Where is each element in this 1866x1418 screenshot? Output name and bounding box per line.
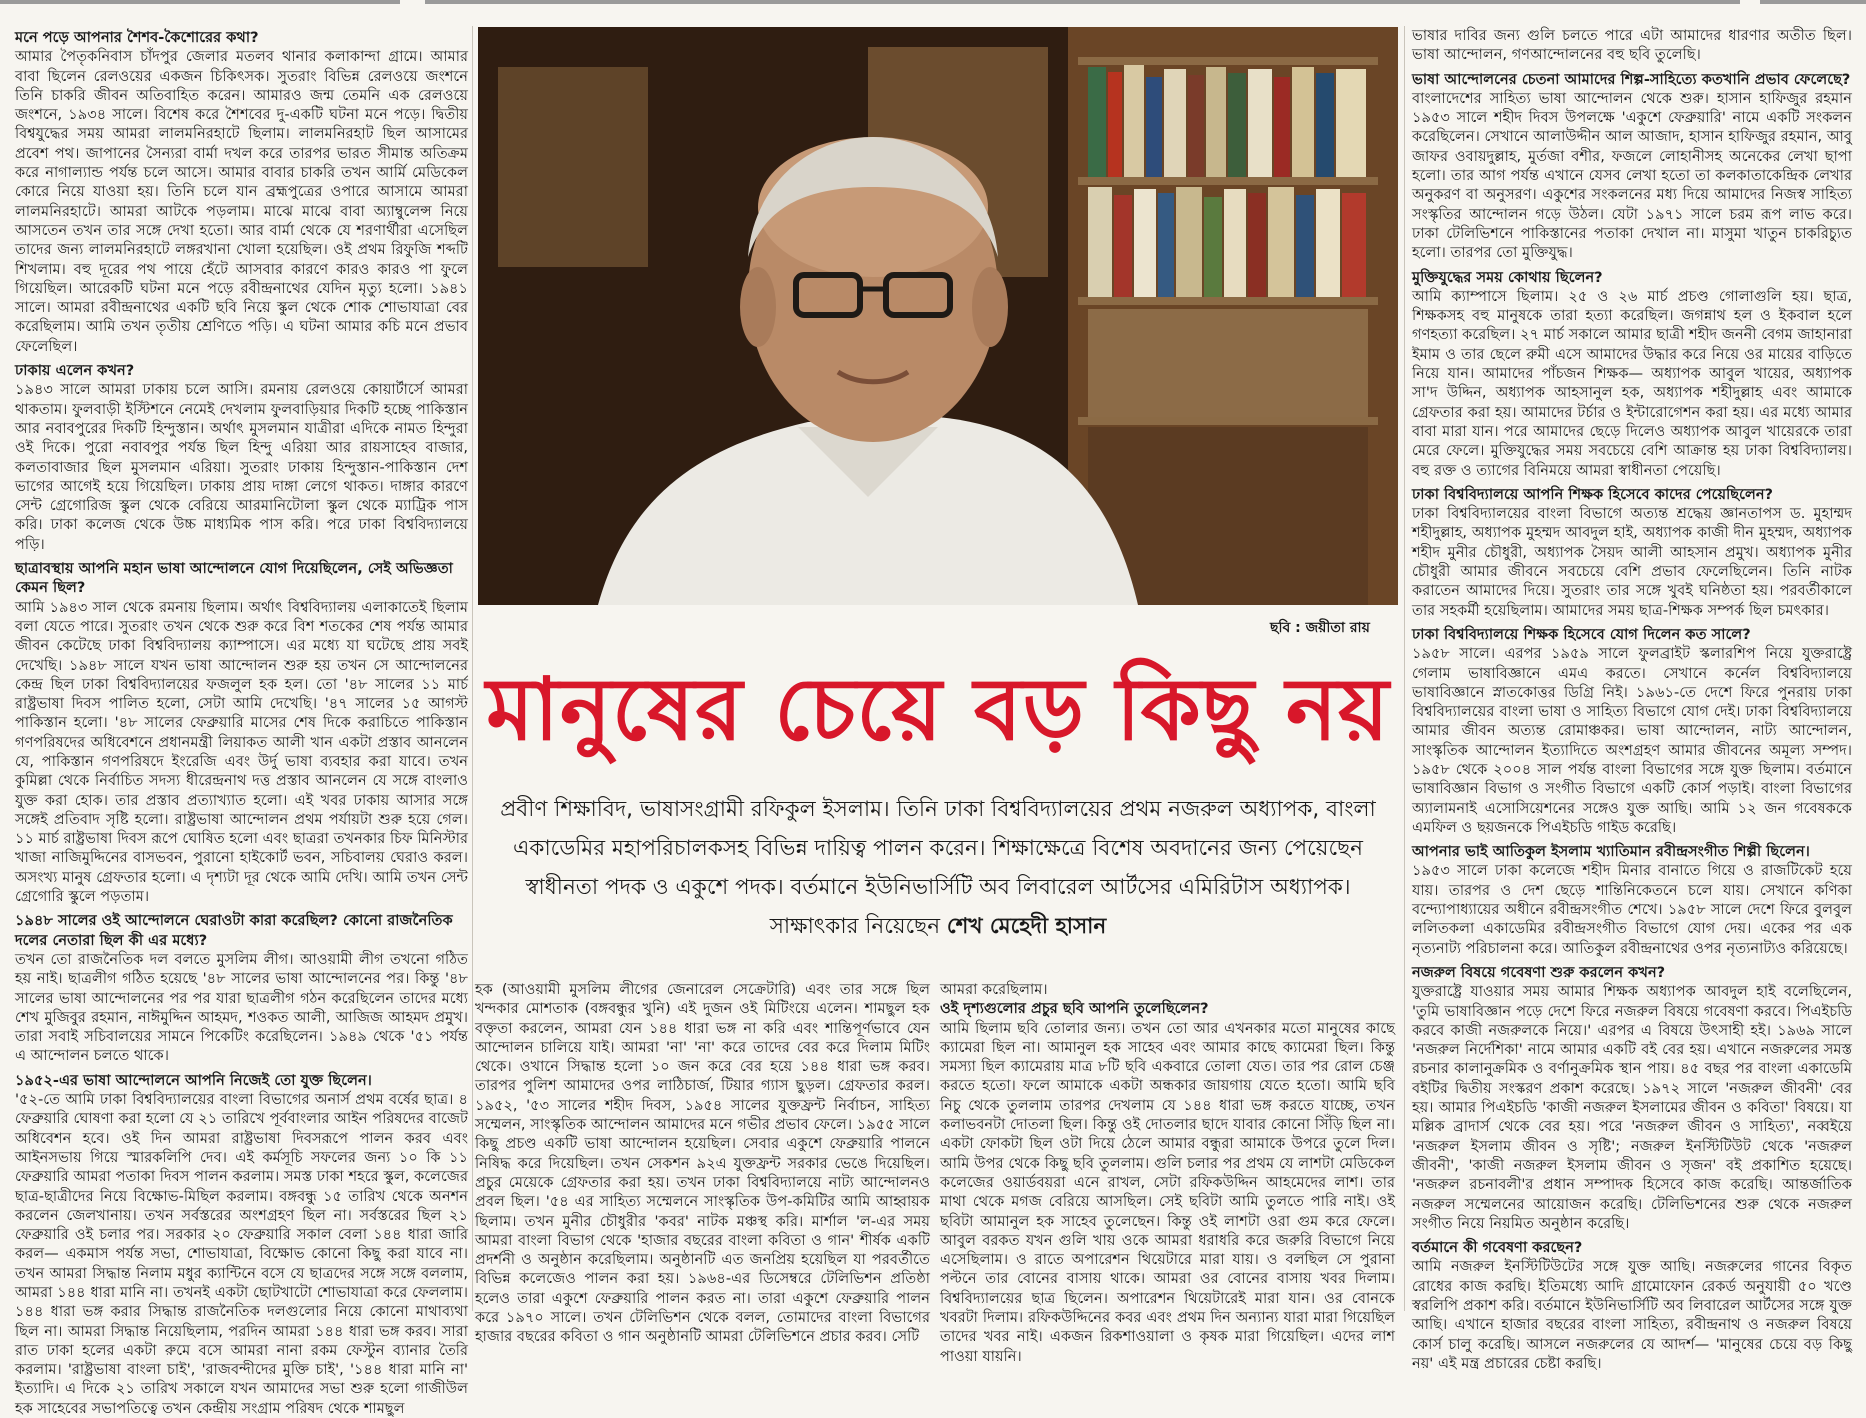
interviewer-name: শেখ মেহেদী হাসান [946,914,1107,939]
answer: আমার পৈতৃকনিবাস চাঁদপুর জেলার মতলব থানার কলাকান্দা গ্রামে। আমার বাবা ছিলেন রেলওয়ের একজন চিকিৎসক। সুতরাং বিভিন্ন রেলওয়ে জংশনে তিনি চাকরি জীবন অতিবাহিত করেন। আমারও জন্ম তেমনি এক রেলওয়ে জংশনে, ১৯৩৪ সালে। বিশেষ করে শৈশবের দু-একটি ঘটনা মনে পড়ে। দ্বিতীয় বিশ্বযুদ্ধের সময় আমরা লালমনিরহাটে ছিলাম। লালমনিরহাট ছিল আসামের প্রবেশ পথ। জাপানের সৈন্যরা বার্মা দখল করে তারপর ভারত সীমান্ত অতিক্রম করে নাগাল্যান্ড পর্যন্ত চলে আসে। আমার বাবার চাকরি তখন আর্মি মেডিকেল কোরে নিয়ে যাওয়া হয়। তিনি চলে যান ব্রহ্মপুত্রের ওপারে আসামে আমরা লালমনিরহাটে। আমরা আটকে পড়লাম। মাঝে মাঝে বাবা অ্যাম্বুলেন্স নিয়ে আসতেন তখন তার সঙ্গে দেখা হতো। আর বার্মা থেকে যে শরণার্থীরা এসেছিল তাদের জন্য লালমনিরহাটে লঙ্গরখানা খোলা হয়েছিল। ওই প্রথম রিফুজি শব্দটি শিখলাম। বহু দূরের পথ পায়ে হেঁটে আসবার কারণে কারও কারও পা ফুলে গিয়েছিল। আরেকটি ঘটনা মনে পড়ে রবীন্দ্রনাথের যেদিন মৃত্যু হলো। ১৯৪১ সালে। আমরা রবীন্দ্রনাথের একটি ছবি নিয়ে স্কুল থেকে শোক শোভাযাত্রা বের করেছিলাম। আমি তখন তৃতীয় শ্রেণিতে পড়ি। এ ঘটনা আমার কচি মনে প্রভাব ফেলেছিল। [15,48,468,355]
question: ওই দৃশ্যগুলোর প্রচুর ছবি আপনি তুলেছিলেন? [940,1000,1209,1018]
article-column-3 [940,980,1395,1365]
answer: তখন তো রাজনৈতিক দল বলতে মুসলিম লীগ। আওয়ামী লীগ তখনো গঠিত হয় নাই। ছাত্রলীগ গঠিত হয়েছে '৪৮ সালের ভাষা আন্দোলনের পর। কিন্তু '৪৮ সালের ভাষা আন্দোলনের পর পর যারা ছাত্রলীগ গঠন করেছিলেন তাদের মধ্যে শেখ মুজিবুর রহমান, নাঈমুদ্দিন আহমদ, শওকত আলী, আজিজ আহমদ প্রমুখ। তারা সবাই সচিবালয়ের সামনে পিকেটিং করেছিলেন। ১৯৪৯ থেকে '৫১ পর্যন্ত এ আন্দোলন চলতে থাকে। [15,950,468,1065]
answer: হক (আওয়ামী মুসলিম লীগের জেনারেল সেক্রেটারি) এবং তার সঙ্গে ছিল খন্দকার মোশতাক (বঙ্গবন্ধুর খুনি) এই দুজন ওই মিটিংয়ে এলেন। শামছুল হক বক্তৃতা করলেন, আমরা যেন ১৪৪ ধারা ভঙ্গ না করি এবং শান্তিপূর্ণভাবে যেন আন্দোলন চালিয়ে যাই। আমরা 'না' 'না' করে তাদের বের করে দিলাম মিটিং থেকে। ওখানে সিদ্ধান্ত হলো ১০ জন করে বের হয়ে ১৪৪ ধারা ভঙ্গ করব। তারপর পুলিশ আমাদের ওপর লাঠিচার্জ, টিয়ার গ্যাস ছুড়ল। গ্রেফতার করল। ১৯৫২, '৫৩ সালের শহীদ দিবস, ১৯৫৪ সালের যুক্তফ্রন্ট নির্বাচন, সাহিত্য সম্মেলন, সাংস্কৃতিক আন্দোলন আমাদের মনে গভীর প্রভাব ফেলে। ১৯৫৫ সালে কিছু প্রচণ্ড একটি ভাষা আন্দোলন হয়েছিল। সেবার একুশে ফেব্রুয়ারি পালনে নিষিদ্ধ করে দিয়েছিল। তখন সেকশন ৯২এ যুক্তফ্রন্ট সরকার ভেঙে দিয়েছিল। প্রচুর মেয়েকে গ্রেফতার করা হয়। তখন ঢাকা বিশ্ববিদ্যালয়ে নাট্য আন্দোলনও প্রবল ছিল। '৫৪ এর সাহিত্য সম্মেলনে সাংস্কৃতিক উপ-কমিটির আমি আহ্বায়ক ছিলাম। তখন মুনীর চৌধুরীর 'কবর' নাটক মঞ্চস্থ করি। মার্শাল 'ল-এর সময় আমরা বাংলা বিভাগ থেকে 'হাজার বছরের বাংলা কবিতা ও গান' শীর্ষক একটি প্রদর্শনী ও অনুষ্ঠান করেছিলাম। অনুষ্ঠানটি এত জনপ্রিয় হয়েছিল যা পরবর্তীতে বিভিন্ন কলেজেও পালন করা হয়। ১৯৬৪-এর ডিসেম্বরে টেলিভিশন প্রতিষ্ঠা হলেও তারা একুশে ফেব্রুয়ারি পালন করত না। তারা একুশে ফেব্রুয়ারি পালন করে ১৯৭০ সালে। তখন টেলিভিশন থেকে বলল, তোমাদের বাংলা বিভাগের হাজার বছরের কবিতা ও গান অনুষ্ঠানটি আমরা টেলিভিশনে প্রচার করব। সেটি [475,981,931,1346]
question: ঢাকা বিশ্ববিদ্যালয়ে শিক্ষক হিসেবে যোগ দিলেন কত সালে? [1412,625,1751,643]
answer: আমি ১৯৪৩ সাল থেকে রমনায় ছিলাম। অর্থাৎ বিশ্ববিদ্যালয় এলাকাতেই ছিলাম বলা যেতে পারে। সুতরাং তখন থেকে শুরু করে বিশ শতকের শেষ পর্যন্ত আমার জীবন কেটেছে ঢাকা বিশ্ববিদ্যালয় ক্যাম্পাসে। এর মধ্যে যা ঘটেছে প্রায় সবই দেখেছি। ১৯৪৮ সালে যখন ভাষা আন্দোলন শুরু হয় তখন সে আন্দোলনের কেন্দ্র ছিল ঢাকা বিশ্ববিদ্যালয়ের ফজলুল হক হল। তো '৪৮ সালের ১১ মার্চ রাষ্ট্রভাষা দিবস পালিত হলো, সেটা আমি দেখেছি। '৪৭ সালের ১৫ আগস্ট পাকিস্তান হলো। '৪৮ সালের ফেব্রুয়ারি মাসের শেষ দিকে করাচিতে পাকিস্তান গণপরিষদের অধিবেশনে প্রধানমন্ত্রী লিয়াকত আলী খান একটা প্রস্তাব আনলেন যে, পাকিস্তান গণপরিষদে ইংরেজি এবং উর্দু ভাষা ব্যবহার করা যাবে। তখন কুমিল্লা থেকে নির্বাচিত সদস্য ধীরেন্দ্রনাথ দত্ত প্রস্তাব আনলেন যে সঙ্গে বাংলাও যুক্ত করা হোক। তার প্রস্তাব প্রত্যাখ্যাত হলো। এই খবর ঢাকায় আসার সঙ্গে সঙ্গেই প্রতিবাদ সৃষ্টি হলো। রাষ্ট্রভাষা আন্দোলন প্রথম পর্যায়টা শুরু হয়ে গেল। ১১ মার্চ রাষ্ট্রভাষা দিবস রূপে ঘোষিত হলো এবং ছাত্ররা তখনকার চিফ মিনিস্টার খাজা নাজিমুদ্দিনের বাসভবন, পুরানো হাইকোর্ট ভবন, সচিবালয় ঘেরাও করল। অসংখ্য মানুষ গ্রেফতার হলো। এ দৃশ্যটা দূর থেকে আমি দেখি। আমি তখন সেন্ট গ্রেগোরি স্কুলে পড়তাম। [15,598,468,906]
article-column-4 [1412,26,1852,1372]
answer-continued: আমরা করেছিলাম। [940,981,1048,998]
question: মুক্তিযুদ্ধের সময় কোথায় ছিলেন? [1412,268,1603,286]
question: ছাত্রাবস্থায় আপনি মহান ভাষা আন্দোলনে যোগ দিয়েছিলেন, সেই অভিজ্ঞতা কেমন ছিল? [15,560,453,597]
photo-credit: ছবি : জয়ীতা রায় [1270,620,1370,636]
answer: '৫২-তে আমি ঢাকা বিশ্ববিদ্যালয়ের বাংলা বিভাগের অনার্স প্রথম বর্ষের ছাত্র। ৪ ফেব্রুয়ারি ঘোষণা করা হলো যে ২১ তারিখে পূর্ববাংলার আইন পরিষদের বাজেট অধিবেশন হবে। ওই দিন আমরা রাষ্ট্রভাষা দিবসরূপে পালন করব এবং আইনসভায় গিয়ে স্মারকলিপি দেব। এই কর্মসূচি সফলের জন্য ১০ কি ১১ ফেব্রুয়ারি আমরা পতাকা দিবস পালন করলাম। সমস্ত ঢাকা শহরে স্কুল, কলেজের ছাত্র-ছাত্রীদের নিয়ে বিক্ষোভ-মিছিল করলাম। বঙ্গবন্ধু ১৫ তারিখ থেকে অনশন করলেন জেলখানায়। তখন সর্বস্তরের অংশগ্রহণ ছিল না। সর্বস্তরের ছিল ২১ ফেব্রুয়ারি ওই চলার পর। সরকার ২০ ফেব্রুয়ারি সকাল বেলা ১৪৪ ধারা জারি করল— একমাস পর্যন্ত সভা, শোভাযাত্রা, বিক্ষোভ কোনো কিছু করা যাবে না। তখন আমরা সিদ্ধান্ত নিলাম মধুর ক্যান্টিনে বসে যে ছাত্রদের সঙ্গে সঙ্গে বললাম, আমরা ১৪৪ ধারা মানি না। তখনই একটা ছোটখাটো শোভাযাত্রা করে ফেললাম। ১৪৪ ধারা ভঙ্গ করার সিদ্ধান্ত রাজনৈতিক দলগুলোর নিয়ে কোনো মাথাব্যথা ছিল না। আমরা সিদ্ধান্ত নিয়েছিলাম, পরদিন আমরা ১৪৪ ধারা ভঙ্গ করব। সারা রাত ঢাকা হলের একটা রুমে বসে আমরা নানা রকম ফেস্টুন ব্যানার তৈরি করলাম। 'রাষ্ট্রভাষা বাংলা চাই', 'রাজবন্দীদের মুক্তি চাই', '১৪৪ ধারা মানি না' ইত্যাদি। এ দিকে ২১ তারিখ সকালে যখন আমাদের সভা শুরু হলো গাজীউল হক সাহেবের সভাপতিত্বে তখন কেন্দ্রীয় সংগ্রাম পরিষদ থেকে শামছুল [15,1091,468,1417]
question: ১৯৪৮ সালের ওই আন্দোলনে ঘেরাওটা কারা করেছিল? কোনো রাজনৈতিক দলের নেতারা ছিল কী এর মধ্যে? [15,912,453,949]
answer: বাংলাদেশের সাহিত্য ভাষা আন্দোলন থেকে শুরু। হাসান হাফিজুর রহমান ১৯৫৩ সালে শহীদ দিবস উপলক্ষে 'একুশে ফেব্রুয়ারি' নামে একটি সংকলন করেছিলেন। সেখানে আলাউদ্দীন আল আজাদ, হাসান হাফিজুর রহমান, আবু জাফর ওবায়দুল্লাহ, মুর্তজা বশীর, ফজলে লোহানীসহ অনেকের লেখা ছাপা হলো। তার আগ পর্যন্ত এখানে যেসব লেখা হতো তা কলকাতাকেন্দ্রিক লেখার অনুকরণ বা অনুসরণ। একুশের সংকলনের মধ্য দিয়ে আমাদের নিজস্ব সাহিত্য সংস্কৃতির আন্দোলন গড়ে উঠল। যেটা ১৯৭১ সালে চরম রূপ লাভ করে। ঢাকা টেলিভিশনে পাকিস্তানের পতাকা দেখাল না। মাসুমা খাতুন চাকরিচ্যুত হলো। তারপর তো মুক্তিযুদ্ধ। [1412,89,1852,262]
question: বর্তমানে কী গবেষণা করছেন? [1412,1239,1583,1257]
headline: মানুষের চেয়ে বড় কিছু নয় [486,659,1390,760]
article-column-2 [475,980,931,1346]
answer: ১৯৫৮ সালে। এরপর ১৯৫৯ সালে ফুলব্রাইট স্কলারশিপ নিয়ে যুক্তরাষ্ট্রে গেলাম ভাষাবিজ্ঞানে এমএ করতে। সেখানে কর্নেল বিশ্ববিদ্যালয়ে ভাষাবিজ্ঞানে স্নাতকোত্তর ডিগ্রি নিই। ১৯৬১-তে দেশে ফিরে পুনরায় ঢাকা বিশ্ববিদ্যালয়ের বাংলা ভাষা ও সাহিত্য বিভাগে যোগ দেই। ঢাকা বিশ্ববিদ্যালয়ে আমার জীবন অত্যন্ত রোমাঞ্চকর। ভাষা আন্দোলন, নাট্য আন্দোলন, সাংস্কৃতিক আন্দোলন ইত্যাদিতে অংশগ্রহণ আমার জীবনের অমূল্য সম্পদ। ১৯৫৮ থেকে ২০০৪ সাল পর্যন্ত বাংলা বিভাগের সঙ্গে যুক্ত ছিলাম। বর্তমানে ভাষাবিজ্ঞান বিভাগ ও সংগীত বিভাগে একটি কোর্স পড়াই। বাংলা বিভাগের অ্যালামনাই এসোসিয়েশনের সঙ্গেও যুক্ত আছি। আমি ১২ জন গবেষককে এমফিল ও ছয়জনকে পিএইচডি গাইড করেছি। [1412,645,1852,836]
answer: আমি নজরুল ইনস্টিটিউটের সঙ্গে যুক্ত আছি। নজরুলের গানের বিকৃত রোধের কাজ করছি। ইতিমধ্যে আদি গ্রামোফোন রেকর্ড অনুযায়ী ৫০ খণ্ডে স্বরলিপি প্রকাশ করি। বর্তমানে ইউনিভার্সিটি অব লিবারেল আর্টসের সঙ্গে যুক্ত আছি। এখানে হাজার বছরের বাংলা সাহিত্য, রবীন্দ্রনাথ ও নজরুল বিষয়ে কোর্স চালু করেছি। আসলে নজরুলের যে আদর্শ— 'মানুষের চেয়ে বড় কিছু নয়' এই মন্ত্র প্রচারের চেষ্টা করছি। [1412,1258,1852,1372]
intro-paragraph [500,790,1376,946]
answer: আমি ক্যাম্পাসে ছিলাম। ২৫ ও ২৬ মার্চ প্রচণ্ড গোলাগুলি হয়। ছাত্র, শিক্ষকসহ বহু মানুষকে তারা হত্যা করেছিল। জগন্নাথ হল ও ইকবাল হলে গণহত্যা করেছিল। ২৭ মার্চ সকালে আমার ছাত্রী শহীদ জননী বেগম জাহানারা ইমাম ও তার ছেলে রুমী এসে আমাদের উদ্ধার করে নিয়ে ওর মায়ের বাড়িতে নিয়ে যান। আমাদের পাঁচজন শিক্ষক— অধ্যাপক আবুল খায়ের, অধ্যাপক সা'দ উদ্দিন, অধ্যাপক আহসানুল হক, অধ্যাপক শহীদুল্লাহ এবং আমাকে গ্রেফতার করা হয়। আমাদের টর্চার ও ইন্টারোগেশন করা হয়। এর মধ্যে আমার বাবা মারা যান। পরে আমাদের ছেড়ে দিলেও অধ্যাপক আবুল খায়েরকে তারা মেরে ফেলে। মুক্তিযুদ্ধের সময় সবচেয়ে বেশি আক্রান্ত হয় ঢাকা বিশ্ববিদ্যালয়। বহু রক্ত ও ত্যাগের বিনিময়ে আমরা স্বাধীনতা পেয়েছি। [1412,287,1852,479]
answer-continued: ভাষার দাবির জন্য গুলি চলতে পারে এটা আমাদের ধারণার অতীত ছিল। ভাষা আন্দোলন, গণআন্দোলনের বহু ছবি তুলেছি। [1412,27,1852,64]
column-divider [472,26,473,1311]
portrait-photo [478,27,1398,605]
answer: আমি ছিলাম ছবি তোলার জন্য। তখন তো আর এখনকার মতো মানুষের কাছে ক্যামেরা ছিল না। আমানুল হক সাহেব এবং আমার কাছে ক্যামেরা ছিল। কিন্তু সমস্যা ছিল ক্যামেরায় মাত্র ৮টি ছবি একবারে তোলা যেত। তার পর রোল চেঞ্জ করতে হতো। ফলে আমাকে একটা অন্ধকার জায়গায় যেতে হতো। আমি ছবি নিচু থেকে তুললাম তারপর দেখলাম যে ১৪৪ ধারা ভঙ্গ করতে যাচ্ছে, তখন কলাভবনটা দোতলা ছিল। কিন্তু ওই দোতলার ছাদে যাবার কোনো সিঁড়ি ছিল না। একটা ফোকটা ছিল ওটা দিয়ে ঠেলে আমার বন্ধুরা আমাকে উপরে তুলে দিল। আমি উপর থেকে কিছু ছবি তুললাম। গুলি চলার পর প্রথম যে লাশটা মেডিকেল কলেজের ওয়ার্ডবয়রা এনে রাখল, সেটা রফিকউদ্দিন আহমেদের লাশ। তার মাথা থেকে মগজ বেরিয়ে আসছিল। সেই ছবিটা আমি তুলতে পারি নাই। ওই ছবিটা আমানুল হক সাহেব তুলেছেন। কিন্তু ওই লাশটা ওরা গুম করে ফেলে। আবুল বরকত যখন গুলি খায় ওকে আমরা ধরাধরি করে জরুরি বিভাগে নিয়ে এসেছিলাম। ও রাতে অপারেশন থিয়েটারে মারা যায়। ও বলছিল সে পুরানা পল্টনে তার বোনের বাসায় থাকে। আমরা ওর বোনের বাসায় খবর দিলাম। বিশ্ববিদ্যালয়ের ছাত্র ছিলেন। অপারেশন থিয়েটারেই মারা যান। ওর বোনকে খবরটা দিলাম। রফিকউদ্দিনের কবর এবং প্রথম দিন অন্যান্য যারা মারা গিয়েছিল তাদের খবর নাই। একজন রিকশাওয়ালা ও কৃষক মারা গিয়েছিল। এদের লাশ পাওয়া যায়নি। [940,1019,1395,1365]
top-rule-middle [425,0,1740,4]
answer: ১৯৫৩ সালে ঢাকা কলেজে শহীদ মিনার বানাতে গিয়ে ও রাজটিকেট হয়ে যায়। তারপর ও দেশ ছেড়ে শান্তিনিকেতনে চলে যায়। সেখানে কণিকা বন্দ্যোপাধ্যায়ের অধীনে রবীন্দ্রসংগীত শেখে। ১৯৫৮ সালে দেশে ফিরে বুলবুল ললিতকলা একাডেমির রবীন্দ্রসংগীত বিভাগে যোগ দেয়। একের পর এক নৃত্যনাট্য পরিচালনা করে। আতিকুল রবীন্দ্রনাথের ওপর নৃত্যনাট্যও করিয়েছে। [1412,862,1852,957]
question: মনে পড়ে আপনার শৈশব-কৈশোরের কথা? [15,29,259,46]
answer: যুক্তরাষ্ট্রে যাওয়ার সময় আমার শিক্ষক অধ্যাপক আবদুল হাই বলেছিলেন, 'তুমি ভাষাবিজ্ঞান পড়ে দেশে ফিরে নজরুল বিষয়ে গবেষণা করবে। পিএইচডি করবে কাজী নজরুলকে নিয়ে।' এরপর এ বিষয়ে উৎসাহী হই। ১৯৬৯ সালে 'নজরুল নির্দেশিকা' নামে আমার একটি বই বের হয়। এখানে নজরুলের সমস্ত রচনার কালানুক্রমিক ও বর্ণানুক্রমিক স্থান পায়। ৪৫ বছর পর বাংলা একাডেমি বইটির দ্বিতীয় সংস্করণ প্রকাশ করেছে। ১৯৭২ সালে 'নজরুল জীবনী' বের হয়। আমার পিএইচডি 'কাজী নজরুল ইসলামের জীবন ও কবিতা' বিষয়ে। যা মল্লিক ব্রাদার্স থেকে বের হয়। পরে 'নজরুল জীবন ও সাহিত্য', নব্বইয়ে 'নজরুল ইসলাম জীবন ও সৃষ্টি'; নজরুল ইনস্টিটিউট থেকে 'নজরুল জীবনী', 'কাজী নজরুল ইসলাম জীবন ও সৃজন' বই প্রকাশিত হয়েছে। 'নজরুল রচনাবলী'র প্রধান সম্পাদক হিসেবে কাজ করেছি। আন্তর্জাতিক নজরুল সম্মেলনের আয়োজন করেছি। টেলিভিশনের শুরু থেকে নজরুল সংগীত নিয়ে নিয়মিত অনুষ্ঠান করেছি। [1412,983,1852,1232]
question: ১৯৫২-এর ভাষা আন্দোলনে আপনি নিজেই তো যুক্ত ছিলেন। [15,1071,372,1089]
top-rule-left [0,0,400,4]
intro-text: প্রবীণ শিক্ষাবিদ, ভাষাসংগ্রামী রফিকুল ইসলাম। তিনি ঢাকা বিশ্ববিদ্যালয়ের প্রথম নজরুল অধ্যাপক, বাংলা একাডেমির মহাপরিচালকসহ বিভিন্ন দায়িত্ব পালন করেন। শিক্ষাক্ষেত্রে বিশেষ অবদানের জন্য পেয়েছেন স্বাধীনতা পদক ও একুশে পদক। বর্তমানে ইউনিভার্সিটি অব লিবারেল আর্টসের এমিরিটাস অধ্যাপক। সাক্ষাৎকার নিয়েছেন [500,797,1376,939]
answer: ঢাকা বিশ্ববিদ্যালয়ের বাংলা বিভাগে অত্যন্ত শ্রদ্ধেয় জ্ঞানতাপস ড. মুহাম্মদ শহীদুল্লাহ, অধ্যাপক মুহম্মদ আবদুল হাই, অধ্যাপক কাজী দীন মুহম্মদ, অধ্যাপক শহীদ মুনীর চৌধুরী, অধ্যাপক সৈয়দ আলী আহসান প্রমুখ। অধ্যাপক মুনীর চৌধুরী আমার জীবনে সবচেয়ে বেশি প্রভাব ফেলেছিলেন। তিনি নাটক করাতেন আমাদের দিয়ে। সুতরাং তার সঙ্গে খুবই ঘনিষ্ঠতা হয়। পরবর্তীকালে তার সহকর্মী হয়েছিলাম। আমাদের সময় ছাত্র-শিক্ষক সম্পর্ক ছিল চমৎকার। [1412,505,1852,619]
question: ঢাকা বিশ্ববিদ্যালয়ে আপনি শিক্ষক হিসেবে কাদের পেয়েছিলেন? [1412,485,1774,503]
top-rule-right [1760,0,1866,4]
question: আপনার ভাই আতিকুল ইসলাম খ্যাতিমান রবীন্দ্রসংগীত শিল্পী ছিলেন। [1412,843,1810,861]
article-column-1 [15,26,468,1417]
portrait-illustration [478,27,1398,605]
question: ঢাকায় এলেন কখন? [15,362,135,380]
column-divider [1404,26,1405,1311]
answer: ১৯৪৩ সালে আমরা ঢাকায় চলে আসি। রমনায় রেলওয়ে কোয়ার্টার্সে আমরা থাকতাম। ফুলবাড়ী ইস্টিশনে নেমেই দেখলাম ফুলবাড়িয়ার দিকটি হচ্ছে পাকিস্তান আর নবাবপুরের দিকটি হিন্দুস্তান। অর্থাৎ মুসলমান যাত্রীরা এদিকে নামত হিন্দুরা ওই দিকে। পুরো নবাবপুর পর্যন্ত ছিল হিন্দু এরিয়া আর রায়সাহেব বাজার, কলতাবাজার ছিল মুসলমান এরিয়া। সুতরাং ঢাকায় হিন্দুস্তান-পাকিস্তান দেশ ভাগের আগেই হয়ে গিয়েছিল। ঢাকায় প্রায় দাঙ্গা লেগে থাকত। দাঙ্গার কারণে সেন্ট গ্রেগোরিজ স্কুল থেকে বেরিয়ে আরমানিটোলা স্কুল থেকে ম্যাট্রিক পাস করি। ঢাকা কলেজ থেকে উচ্চ মাধ্যমিক পাস করি। পরে ঢাকা বিশ্ববিদ্যালয়ে পড়ি। [15,381,468,553]
question: ভাষা আন্দোলনের চেতনা আমাদের শিল্প-সাহিত্যে কতখানি প্রভাব ফেলেছে? [1412,70,1851,88]
question: নজরুল বিষয়ে গবেষণা শুরু করলেন কখন? [1412,963,1666,981]
